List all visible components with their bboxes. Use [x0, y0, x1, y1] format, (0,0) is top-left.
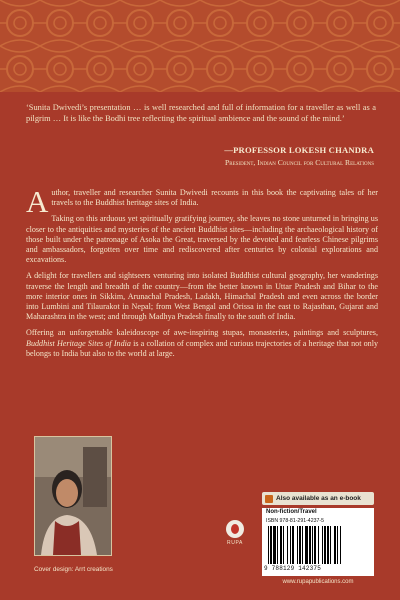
- endorsement-quote: [0, 92, 400, 176]
- blurb-paragraph: Taking on this arduous yet spiritually gratifying journey, she leaves no stone unturned in bringing us closer to the antiquities and mysteries of the ancient Buddhist sites—including the archaeological history of those built under the patronage of Asoka the Great, traversed by the devoted and fearless Chinese pilgrims and ambassadors, forgotten over time and rediscovered after centuries by colonial explorations and excavations.: [26, 214, 378, 265]
- author-photo: [34, 436, 112, 556]
- genre-label: Non-fiction/Travel: [266, 509, 317, 515]
- blurb-text: Offering an unforgettable kaleidoscope of awe-inspiring stupas, monasteries, paintings and sculptures,: [26, 328, 378, 338]
- publisher-logo: [222, 520, 248, 546]
- quote-author-title: President, Indian Council for Cultural Relations: [225, 158, 374, 167]
- quote-author: —PROFESSOR LOKESH CHANDRA: [224, 145, 374, 155]
- publisher-logo-text: RUPA: [227, 540, 243, 546]
- barcode-image: [266, 526, 370, 564]
- book-title: Buddhist Heritage Sites of India: [26, 338, 131, 348]
- barcode-panel: [262, 508, 374, 576]
- ean-number: 9 788129 142375: [264, 565, 322, 572]
- ebook-label: Also available as an e-book: [276, 495, 361, 502]
- isbn-text: ISBN 978-81-291-4237-5: [266, 518, 324, 524]
- blurb-paragraph: [26, 184, 378, 219]
- blurb-text: is a collation of complex and curious trajectories of a heritage that not only belongs to India but also to the world at large.: [26, 338, 379, 358]
- decorative-pattern: [0, 0, 400, 92]
- blurb-paragraph: A delight for travellers and sightseers venturing into isolated Buddhist cultural geography, her wanderings traverse the length and breadth of the country—from the better known in Uttar Pradesh and Bihar to the more interior ones in Sikkim, Arunachal Pradesh, Ladakh, Himachal Pradesh and even across the border into Lumbini and Tilaurakot in Nepal; from West Bengal and Orissa in the east to Rajasthan, Gujarat and Maharashtra in the west; and through Madhya Pradesh finally to the south of India.: [26, 271, 378, 322]
- cover-credit: Cover design: Arrt creations: [34, 566, 113, 573]
- blurb-text: uthor, traveller and researcher Sunita Dwivedi recounts in this book the captivating tales of her travels to the Buddhist heritage sites of India.: [51, 188, 378, 208]
- rupa-logo-icon: [226, 520, 244, 538]
- dropcap: A: [26, 184, 49, 219]
- quote-text: ‘Sunita Dwivedi’s presentation … is well researched and full of information for a traveller as well as a pilgrim … It is like the Bodhi tree reflecting the spiritual ambience and the sound of the mind.’: [26, 103, 376, 123]
- ebook-badge: [262, 492, 374, 505]
- blurb: [26, 184, 379, 365]
- blurb-paragraph: [26, 328, 378, 359]
- ebook-icon: [265, 495, 273, 503]
- publisher-url: www.rupapublications.com: [282, 579, 354, 585]
